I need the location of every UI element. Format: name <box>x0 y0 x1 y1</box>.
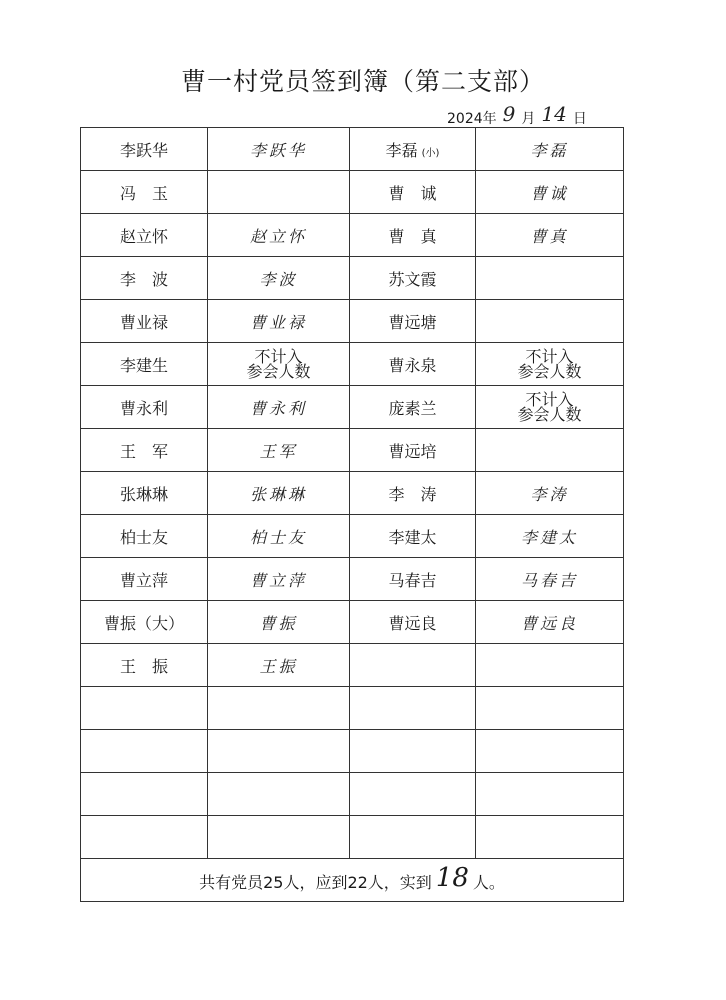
empty-cell <box>350 730 476 773</box>
empty-cell <box>81 730 208 773</box>
sign-in-table <box>80 127 624 902</box>
member-signature: 李涛 <box>476 472 624 515</box>
member-signature: 柏士友 <box>208 515 350 558</box>
member-name-note: (小) <box>421 147 440 159</box>
exclusion-note-line: 不计入 <box>525 390 574 409</box>
date-day-handwritten: 14 <box>541 102 567 126</box>
date-day-unit: 日 <box>572 111 587 127</box>
member-name: 马春吉 <box>350 558 476 601</box>
member-signature <box>476 429 624 472</box>
member-signature: 赵立怀 <box>208 214 350 257</box>
member-signature <box>476 257 624 300</box>
member-name: 庞素兰 <box>350 386 476 429</box>
member-signature: 曹远良 <box>476 601 624 644</box>
member-signature <box>208 171 350 214</box>
table-row <box>81 472 624 515</box>
member-name: 曹业禄 <box>81 300 208 343</box>
date-year: 2024年 <box>447 111 497 127</box>
date-month-unit: 月 <box>521 111 536 127</box>
member-name: 李建生 <box>81 343 208 386</box>
table-row <box>81 515 624 558</box>
member-signature: 张琳琳 <box>208 472 350 515</box>
member-name: 赵立怀 <box>81 214 208 257</box>
exclusion-note-line: 参会人数 <box>517 362 582 381</box>
exclusion-note <box>208 343 350 386</box>
empty-cell <box>208 816 350 859</box>
member-name: 冯 玉 <box>81 171 208 214</box>
member-name: 李建太 <box>350 515 476 558</box>
member-signature: 王军 <box>208 429 350 472</box>
member-signature: 曹真 <box>476 214 624 257</box>
empty-cell <box>476 773 624 816</box>
exclusion-note-line: 参会人数 <box>517 405 582 424</box>
table-row <box>81 644 624 687</box>
member-name <box>350 644 476 687</box>
member-name: 曹永利 <box>81 386 208 429</box>
empty-cell <box>81 816 208 859</box>
member-name: 李 波 <box>81 257 208 300</box>
member-name: 李 涛 <box>350 472 476 515</box>
member-name: 曹振（大） <box>81 601 208 644</box>
exclusion-note-line: 不计入 <box>254 347 303 366</box>
member-name: 苏文霞 <box>350 257 476 300</box>
exclusion-note <box>476 386 624 429</box>
member-signature: 李磊 <box>476 128 624 171</box>
page-title: 曹一村党员签到簿（第二支部） <box>180 67 545 96</box>
table-row <box>81 214 624 257</box>
table-row <box>81 128 624 171</box>
member-name: 曹永泉 <box>350 343 476 386</box>
table-row <box>81 558 624 601</box>
summary-text: 共有党员25人，应到22人，实到 <box>199 873 432 892</box>
table-row <box>81 257 624 300</box>
actual-count-handwritten: 18 <box>435 863 469 893</box>
member-name: 曹 诚 <box>350 171 476 214</box>
table-row <box>81 300 624 343</box>
summary-row <box>81 859 624 902</box>
member-signature: 马春吉 <box>476 558 624 601</box>
exclusion-note-line: 不计入 <box>525 347 574 366</box>
member-name: 王 军 <box>81 429 208 472</box>
member-signature <box>476 644 624 687</box>
member-name-text: 李磊 <box>385 140 418 160</box>
date-month-handwritten: 9 <box>502 102 516 126</box>
attendance-summary <box>81 859 624 902</box>
empty-cell <box>476 687 624 730</box>
member-name: 王 振 <box>81 644 208 687</box>
member-signature: 李波 <box>208 257 350 300</box>
table-row-empty <box>81 773 624 816</box>
empty-cell <box>208 773 350 816</box>
member-signature: 曹立萍 <box>208 558 350 601</box>
member-name: 曹远良 <box>350 601 476 644</box>
empty-cell <box>350 816 476 859</box>
empty-cell <box>476 730 624 773</box>
empty-cell <box>350 687 476 730</box>
member-name: 柏士友 <box>81 515 208 558</box>
summary-suffix: 人。 <box>472 873 505 892</box>
member-name <box>350 128 476 171</box>
table-row <box>81 343 624 386</box>
table-row <box>81 429 624 472</box>
table-row-empty <box>81 687 624 730</box>
empty-cell <box>81 687 208 730</box>
exclusion-note <box>476 343 624 386</box>
empty-cell <box>350 773 476 816</box>
member-name: 曹立萍 <box>81 558 208 601</box>
table-row <box>81 386 624 429</box>
empty-cell <box>208 687 350 730</box>
table-row <box>81 171 624 214</box>
member-name: 曹远培 <box>350 429 476 472</box>
member-name: 李跃华 <box>81 128 208 171</box>
member-signature: 李建太 <box>476 515 624 558</box>
member-signature: 王振 <box>208 644 350 687</box>
empty-cell <box>81 773 208 816</box>
member-signature: 李跃华 <box>208 128 350 171</box>
member-signature: 曹永利 <box>208 386 350 429</box>
exclusion-note-line: 参会人数 <box>246 362 311 381</box>
table-row <box>81 601 624 644</box>
member-signature: 曹业禄 <box>208 300 350 343</box>
member-signature <box>476 300 624 343</box>
member-name: 张琳琳 <box>81 472 208 515</box>
member-name: 曹远塘 <box>350 300 476 343</box>
member-signature: 曹振 <box>208 601 350 644</box>
empty-cell <box>208 730 350 773</box>
member-signature: 曹诚 <box>476 171 624 214</box>
table-row-empty <box>81 816 624 859</box>
table-row-empty <box>81 730 624 773</box>
member-name: 曹 真 <box>350 214 476 257</box>
empty-cell <box>476 816 624 859</box>
sign-in-date <box>447 104 587 128</box>
